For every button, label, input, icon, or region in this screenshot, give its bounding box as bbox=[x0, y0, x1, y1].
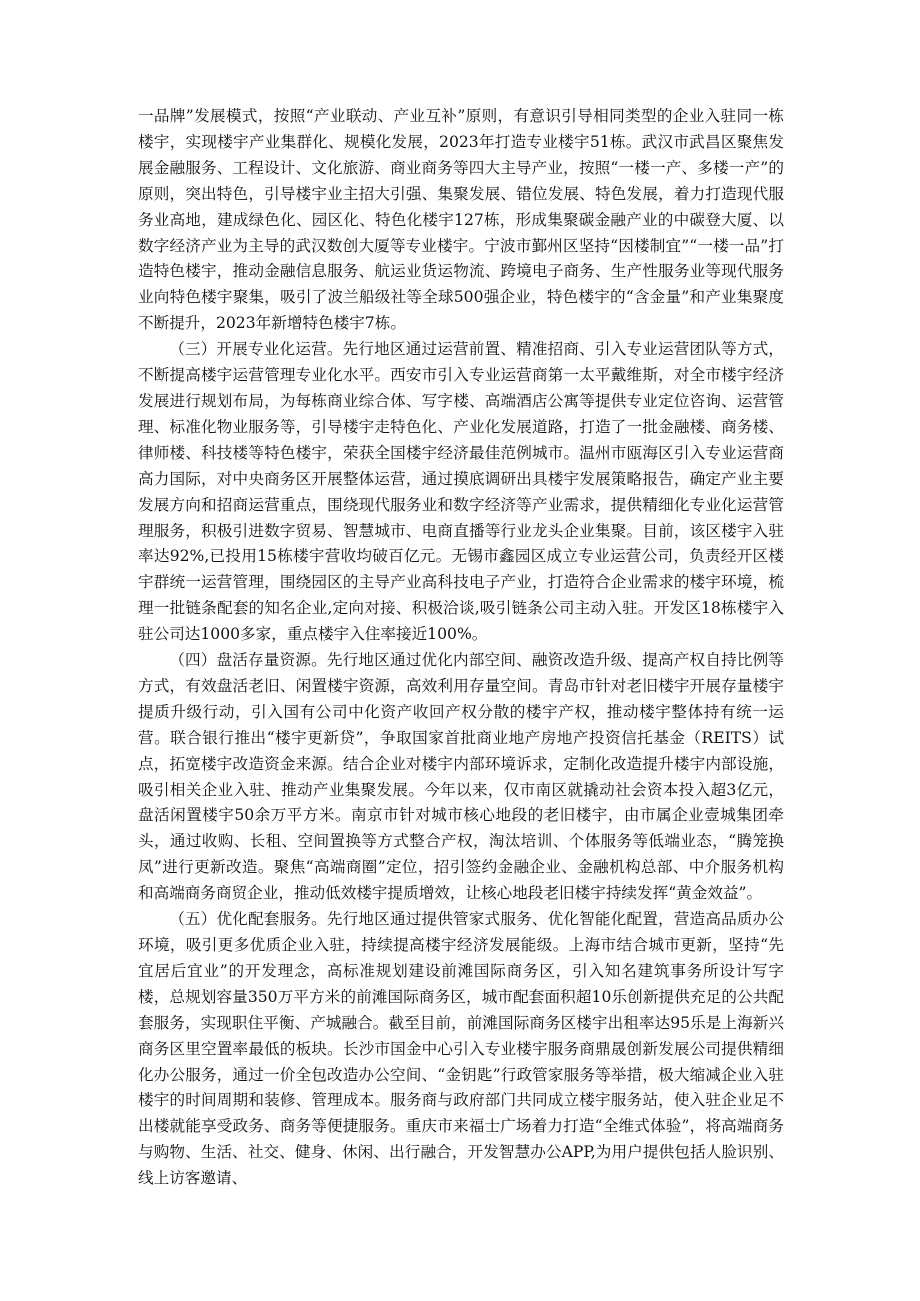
document-page bbox=[138, 104, 784, 1192]
paragraph-revitalize-stock: （四）盘活存量资源。先行地区通过优化内部空间、融资改造升级、提高产权自持比例等方式，有效盘活老旧、闲置楼宇资源，高效利用存量空间。青岛市针对老旧楼宇开展存量楼宇提质升级行动，引入国有公司中化资产收回产权分散的楼宇产权，推动楼宇整体持有统一运营。联合银行推出“楼宇更新贷”，争取国家首批商业地产房地产投资信托基金（REITS）试点，拓宽楼宇改造资金来源。结合企业对楼宇内部环境诉求，定制化改造提升楼宇内部设施，吸引相关企业入驻、推动产业集聚发展。今年以来，仅市南区就撬动社会资本投入超3亿元，盘活闲置楼宇50余万平方米。南京市针对城市核心地段的老旧楼宇，由市属企业壹城集团牵头，通过收购、长租、空间置换等方式整合产权，淘汰培训、个体服务等低端业态，“腾笼换凤”进行更新改造。聚焦“高端商圈”定位，招引签约金融企业、金融机构总部、中介服务机构和高端商务商贸企业，推动低效楼宇提质增效，让核心地段老旧楼宇持续发挥“黄金效益”。 bbox=[138, 651, 784, 903]
paragraph-professional-operation: （三）开展专业化运营。先行地区通过运营前置、精准招商、引入专业运营团队等方式，不断提高楼宇运营管理专业化水平。西安市引入专业运营商第一太平戴维斯，对全市楼宇经济发展进行规划布局，为每栋商业综合体、写字楼、高端酒店公寓等提供专业定位咨询、运营管理、标准化物业服务等，引导楼宇走特色化、产业化发展道路，打造了一批金融楼、商务楼、律师楼、科技楼等特色楼宇，荣获全国楼宇经济最佳范例城市。温州市瓯海区引入专业运营商高力国际，对中央商务区开展整体运营，通过摸底调研出具楼宇发展策略报告，确定产业主要发展方向和招商运营重点，围绕现代服务业和数字经济等产业需求，提供精细化专业化运营管理服务，积极引进数字贸易、智慧城市、电商直播等行业龙头企业集聚。目前，该区楼宇入驻率达92%,已投用15栋楼宇营收均破百亿元。无锡市鑫园区成立专业运营公司，负责经开区楼宇群统一运营管理，围绕园区的主导产业高科技电子产业，打造符合企业需求的楼宇环境，梳理一批链条配套的知名企业,定向对接、积极洽谈,吸引链条公司主动入驻。开发区18栋楼宇入驻公司达1000多家，重点楼宇入住率接近100%。 bbox=[138, 340, 784, 644]
paragraph-industry-clusters: 一品牌”发展模式，按照“产业联动、产业互补”原则，有意识引导相同类型的企业入驻同一栋楼宇，实现楼宇产业集群化、规模化发展，2023年打造专业楼宇51栋。武汉市武昌区聚焦发展金融服务、工程设计、文化旅游、商业商务等四大主导产业，按照“一楼一产、多楼一产”的原则，突出特色，引导楼宇业主招大引强、集聚发展、错位发展、特色发展，着力打造现代服务业高地，建成绿色化、园区化、特色化楼宇127栋，形成集聚碳金融产业的中碳登大厦、以数字经济产业为主导的武汉数创大厦等专业楼宇。宁波市鄞州区坚持“因楼制宜”“一楼一品”打造特色楼宇，推动金融信息服务、航运业货运物流、跨境电子商务、生产性服务业等现代服务业向特色楼宇聚集，吸引了波兰船级社等全球500强企业，特色楼宇的“含金量”和产业集聚度不断提升，2023年新增特色楼宇7栋。 bbox=[138, 107, 784, 333]
paragraph-supporting-services: （五）优化配套服务。先行地区通过提供管家式服务、优化智能化配置，营造高品质办公环境，吸引更多优质企业入驻，持续提高楼宇经济发展能级。上海市结合城市更新，坚持“先宜居后宜业”的开发理念，高标准规划建设前滩国际商务区，引入知名建筑事务所设计写字楼，总规划容量350万平方米的前滩国际商务区，城市配套面积超10乐创新提供充足的公共配套服务，实现职住平衡、产城融合。截至目前，前滩国际商务区楼宇出租率达95乐是上海新兴商务区里空置率最低的板块。长沙市国金中心引入专业楼宇服务商鼎晟创新发展公司提供精细化办公服务，通过一价全包改造办公空间、“金钥匙”行政管家服务等举措，极大缩减企业入驻楼宇的时间周期和装修、管理成本。服务商与政府部门共同成立楼宇服务站，使入驻企业足不出楼就能享受政务、商务等便捷服务。重庆市来福士广场着力打造“全维式体验”，将高端商务与购物、生活、社交、健身、休闲、出行融合，开发智慧办公APP,为用户提供包括人脸识别、线上访客邀请、 bbox=[138, 910, 784, 1188]
